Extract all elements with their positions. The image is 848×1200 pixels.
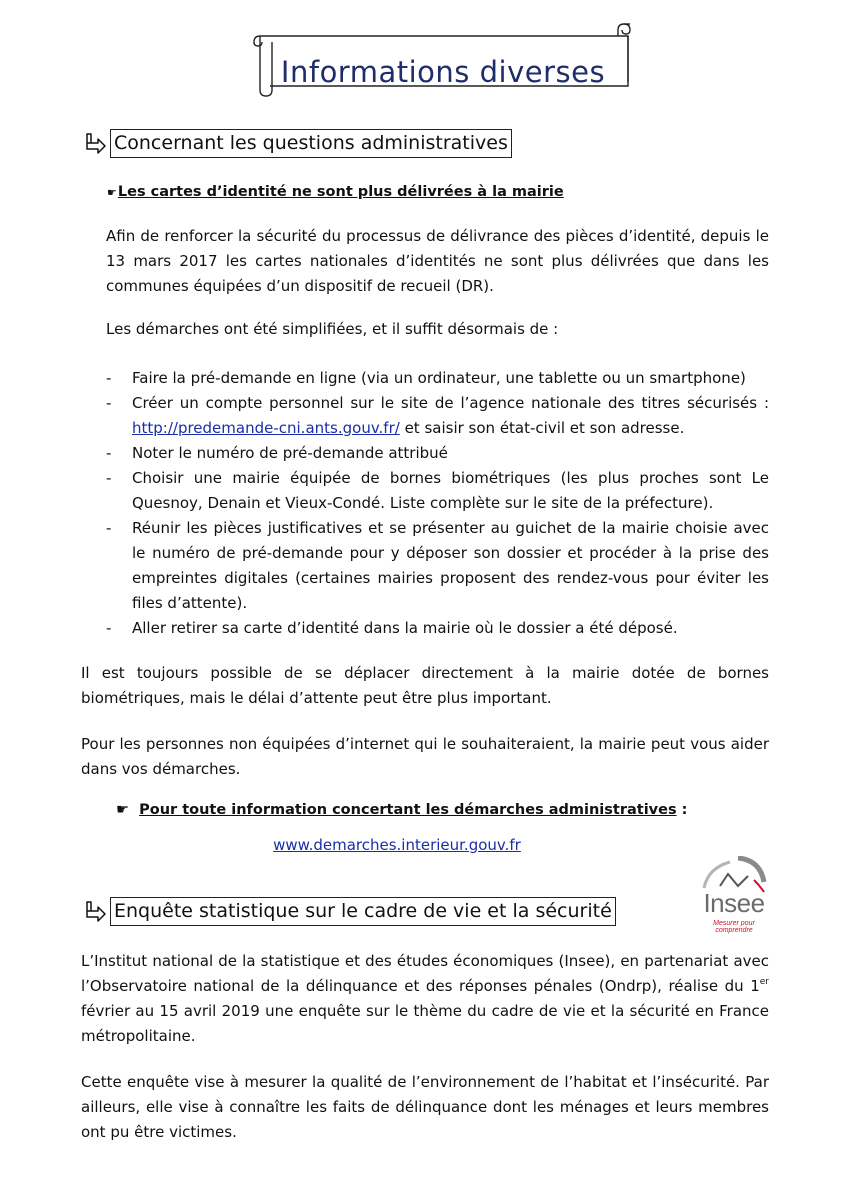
list-item: - Noter le numéro de pré-demande attribué	[106, 444, 448, 462]
list-item: - Faire la pré-demande en ligne (via un ordinateur, une tablette ou un smartphone)	[106, 369, 746, 387]
paragraph-direct: Il est toujours possible de se déplacer directement à la mairie dotée de bornes biométriques, mais le délai d’attente peut être plus important.	[81, 664, 769, 707]
section-title: Enquête statistique sur le cadre de vie et la sécurité	[110, 897, 616, 926]
subheading-id-cards	[107, 184, 564, 200]
pointing-hand-icon: ☛	[107, 186, 117, 199]
insee-tagline: Mesurer pour comprendre	[713, 920, 755, 934]
hooked-arrow-icon	[84, 131, 108, 155]
section-heading-admin	[84, 126, 512, 160]
page-title: Informations diverses	[280, 55, 606, 89]
ants-link[interactable]: http://predemande-cni.ants.gouv.fr/	[132, 419, 400, 437]
section-title: Concernant les questions administratives	[110, 129, 512, 158]
list-item: - Réunir les pièces justificatives et se présenter au guichet de la mairie choisie avec le numéro de pré-demande pour y déposer son dossier et procéder à la prise des empreintes digitales (certaines mairies proposent des rendez-vous pour éviter les files d’attente).	[106, 519, 769, 612]
hooked-arrow-icon	[84, 899, 108, 923]
paragraph-survey-aim: Cette enquête vise à mesurer la qualité de l’environnement de l’habitat et l’insécurité. Par ailleurs, elle vise à connaître les faits de délinquance dont les ménages et leurs membres ont pu être victimes.	[81, 1073, 769, 1141]
insee-wordmark: Insee	[703, 888, 765, 918]
paragraph-insee: L’Institut national de la statistique et des études économiques (Insee), en partenariat avec l’Observatoire national de la délinquance et des réponses pénales (Ondrp), réalise du 1er février au 15 avril 2019 une enquête sur le thème du cadre de vie et la sécurité en France métropolitaine.	[81, 952, 769, 1045]
section-heading-survey	[84, 894, 616, 928]
steps-list	[106, 366, 769, 641]
info-line: ☛ Pour toute information concertant les démarches administratives :	[116, 802, 688, 818]
insee-logo	[694, 856, 774, 934]
pointing-hand-icon: ☛	[116, 802, 129, 818]
list-item: - Créer un compte personnel sur le site de l’agence nationale des titres sécurisés : http://predemande-cni.ants.gouv.fr/ et saisir son état-civil et son adresse.	[106, 394, 769, 437]
title-banner	[248, 20, 638, 100]
subheading-text: Les cartes d’identité ne sont plus délivrées à la mairie	[117, 184, 564, 200]
paragraph-help: Pour les personnes non équipées d’internet qui le souhaiteraient, la mairie peut vous aider dans vos démarches.	[81, 735, 769, 778]
paragraph-steps-intro: Les démarches ont été simplifiées, et il suffit désormais de :	[106, 320, 559, 338]
list-item: - Choisir une mairie équipée de bornes biométriques (les plus proches sont Le Quesnoy, Denain et Vieux-Condé. Liste complète sur le site de la préfecture).	[106, 469, 769, 512]
paragraph-intro: Afin de renforcer la sécurité du processus de délivrance des pièces d’identité, depuis le 13 mars 2017 les cartes nationales d’identités ne sont plus délivrées que dans les communes équipées d’un dispositif de recueil (DR).	[106, 227, 769, 295]
demarches-link[interactable]: www.demarches.interieur.gouv.fr	[273, 836, 521, 854]
info-title: Pour toute information concertant les démarches administratives	[139, 802, 677, 818]
list-item: - Aller retirer sa carte d’identité dans la mairie où le dossier a été déposé.	[106, 619, 678, 637]
website-line	[0, 836, 794, 854]
